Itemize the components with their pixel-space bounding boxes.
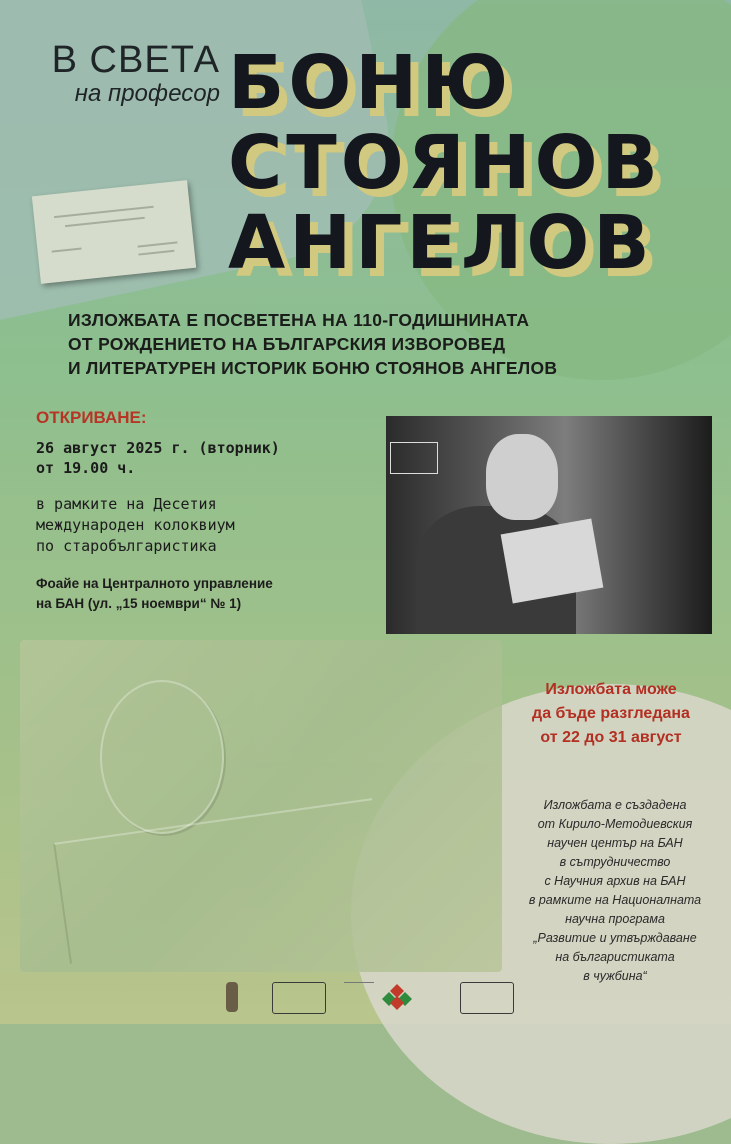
embossed-relief-portrait	[20, 640, 502, 972]
ornament-logo-icon	[380, 982, 414, 1012]
viewing-period	[506, 678, 716, 750]
colloquium-line: международен колоквиум	[36, 516, 235, 534]
credits	[520, 796, 710, 986]
credits-line: научен център на БАН	[547, 836, 683, 850]
credits-line: „Развитие и утвърждаване	[533, 931, 697, 945]
scientific-archive-logo-icon	[460, 982, 514, 1014]
venue-line: на БАН (ул. „15 ноември“ № 1)	[36, 596, 242, 611]
credits-line: с Научния архив на БАН	[544, 874, 686, 888]
credits-line: от Кирило-Методиевския	[537, 817, 693, 831]
credits-line: на българистиката	[555, 950, 675, 964]
opening-time-line: от 19.00 ч.	[36, 459, 136, 477]
logo-strip	[226, 976, 526, 1016]
quill-logo-icon	[226, 982, 238, 1012]
relief-head-shape	[100, 680, 224, 834]
title-big-line2: СТОЯНОВ	[228, 120, 662, 206]
title-small-line1: В СВЕТА	[51, 39, 220, 81]
colloquium-line: в рамките на Десетия	[36, 495, 217, 513]
subtitle	[68, 308, 708, 380]
viewing-line: Изложбата може	[545, 681, 677, 698]
title-intro	[20, 40, 220, 108]
title-big-line3: АНГЕЛОВ	[228, 200, 654, 286]
photo-figure-head	[486, 434, 558, 520]
photo-book	[501, 519, 604, 604]
venue-line: Фоайе на Централното управление	[36, 576, 273, 591]
institution-logo-1-icon	[272, 982, 326, 1014]
credits-line: в чужбина“	[583, 969, 647, 983]
business-card-image	[32, 180, 196, 284]
title-big-line1: БОНЮ	[228, 40, 513, 126]
opening-date	[36, 438, 280, 478]
colloquium-line: по старобългаристика	[36, 537, 217, 555]
opening-label: ОТКРИВАНЕ:	[36, 408, 147, 427]
relief-body-shape	[53, 798, 389, 964]
photo-archive-stamp-icon	[390, 442, 438, 474]
opening-date-line: 26 август 2025 г. (вторник)	[36, 439, 280, 457]
archive-photo-man-reading	[386, 416, 712, 634]
viewing-line: от 22 до 31 август	[540, 729, 682, 746]
viewing-line: да бъде разгледана	[532, 705, 690, 722]
credits-line: Изложбата е създадена	[543, 798, 687, 812]
credits-line: в рамките на Националната	[528, 893, 702, 907]
venue-text	[36, 574, 273, 614]
subtitle-line3: И ЛИТЕРАТУРЕН ИСТОРИК БОНЮ СТОЯНОВ АНГЕЛОВ	[68, 358, 558, 378]
title-small-line2: на професор	[74, 80, 220, 107]
credits-line: в сътрудничество	[559, 855, 671, 869]
subtitle-line1: ИЗЛОЖБАТА Е ПОСВЕТЕНА НА 110-ГОДИШНИНАТА	[68, 310, 530, 330]
subtitle-line2: ОТ РОЖДЕНИЕТО НА БЪЛГАРСКИЯ ИЗВОРОВЕД	[68, 334, 506, 354]
colloquium-text	[36, 494, 235, 557]
institution-logo-2-icon	[344, 982, 374, 1013]
credits-line: научна програма	[565, 912, 665, 926]
